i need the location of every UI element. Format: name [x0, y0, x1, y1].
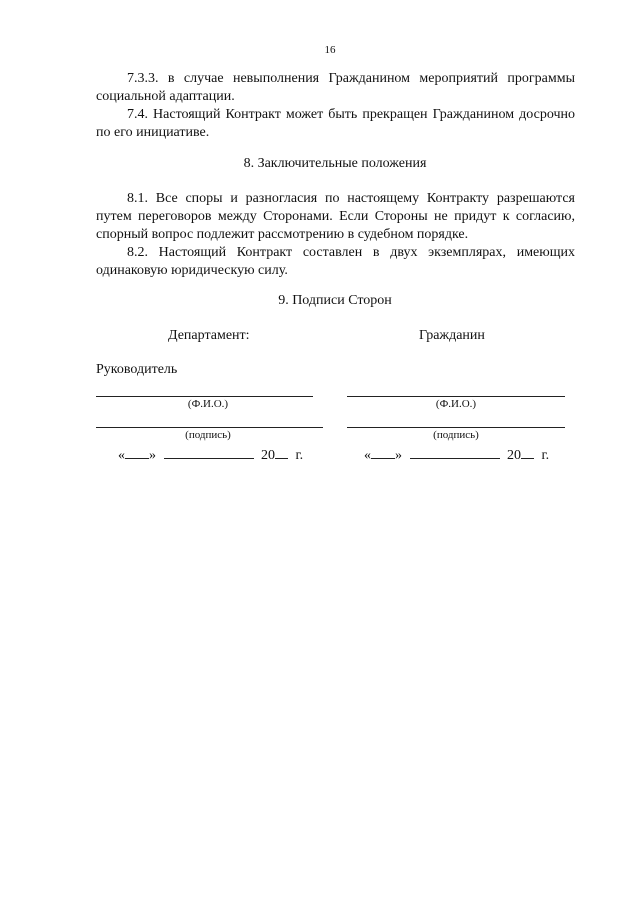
left-date-line [118, 445, 303, 464]
right-date-close-quote: » [395, 448, 402, 463]
party-department-label: Департамент: [168, 328, 250, 343]
left-fio-caption: (Ф.И.О.) [187, 398, 229, 410]
left-date-open-quote: « [118, 448, 125, 463]
section8-text [96, 190, 575, 280]
right-day-blank [371, 445, 395, 459]
page-number: 16 [324, 44, 336, 56]
right-signature-line [347, 427, 565, 428]
paragraph-7-4: 7.4. Настоящий Контракт может быть прекращен Гражданином досрочно по его инициативе. [96, 107, 575, 140]
section8-heading: 8. Заключительные положения [243, 156, 427, 171]
section9-heading: 9. Подписи Сторон [278, 293, 392, 308]
right-month-blank [410, 445, 500, 459]
right-year-suffix: г. [541, 448, 550, 463]
left-day-blank [125, 445, 149, 459]
left-year-prefix: 20 [261, 448, 275, 463]
role-label: Руководитель [96, 362, 178, 377]
right-fio-line [347, 396, 565, 397]
paragraph-8-2: 8.2. Настоящий Контракт составлен в двух экземплярах, имеющих одинаковую юридическую силу. [96, 245, 575, 278]
right-date-open-quote: « [364, 448, 371, 463]
right-year-blank [521, 445, 534, 459]
paragraph-8-1: 8.1. Все споры и разногласия по настоящему Контракту разрешаются путем переговоров между Сторонами. Если Стороны не придут к согласию, спорный вопрос подлежит рассмотрению в судебном порядке. [96, 191, 575, 242]
left-signature-caption: (подпись) [185, 429, 231, 441]
left-year-suffix: г. [295, 448, 304, 463]
section7-text [96, 70, 575, 142]
right-signature-caption: (подпись) [433, 429, 479, 441]
party-citizen-label: Гражданин [419, 328, 485, 343]
left-date-close-quote: » [149, 448, 156, 463]
left-signature-line [96, 427, 323, 428]
left-fio-line [96, 396, 313, 397]
right-year-prefix: 20 [507, 448, 521, 463]
left-year-blank [275, 445, 288, 459]
paragraph-7-3-3: 7.3.3. в случае невыполнения Гражданином мероприятий программы социальной адаптации. [96, 71, 575, 104]
right-date-line [364, 445, 549, 464]
right-fio-caption: (Ф.И.О.) [435, 398, 477, 410]
left-month-blank [164, 445, 254, 459]
